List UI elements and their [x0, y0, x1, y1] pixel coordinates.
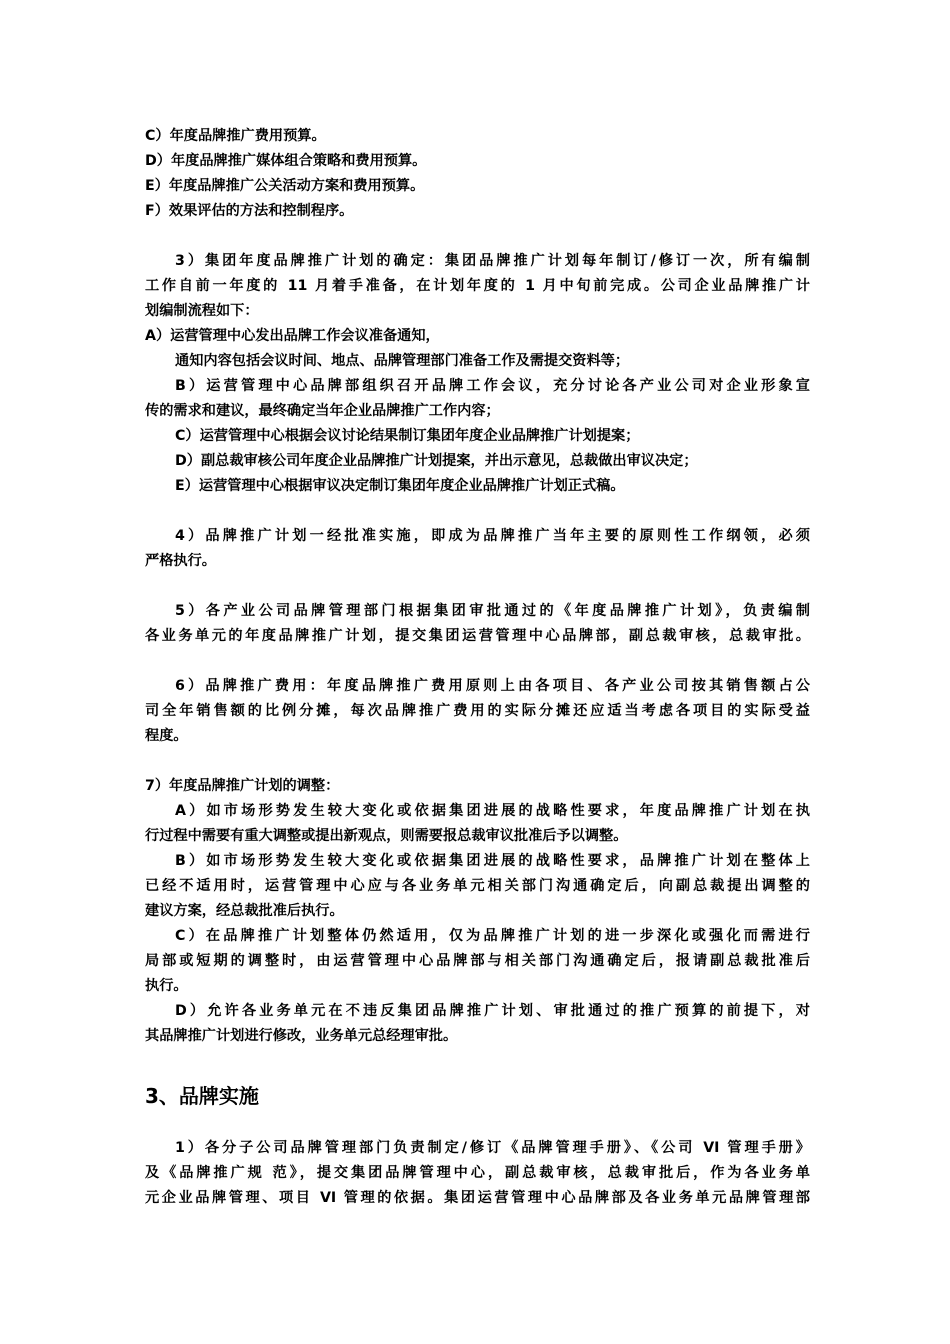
paragraph-promotion-cost — [145, 674, 810, 749]
list-item: D）年度品牌推广媒体组合策略和费用预算。 — [145, 153, 427, 169]
budget-items-list — [145, 124, 810, 224]
text-line: 划编制流程如下： — [145, 303, 259, 319]
text-line: 各业务单元的年度品牌推广计划，提交集团运营管理中心品牌部，副总裁审核，总裁审批。 — [145, 628, 810, 644]
text-line: 局部或短期的调整时，由运营管理中心品牌部与相关部门沟通确定后，报请副总裁批准后 — [145, 953, 810, 969]
text-line: B）运营管理中心品牌部组织召开品牌工作会议，充分讨论各产业公司对企业形象宣 — [175, 378, 810, 394]
section-heading: 3、品牌实施 — [145, 1084, 259, 1108]
paragraph-gap — [145, 574, 810, 599]
paragraph-subsidiary-plans — [145, 599, 810, 649]
text-line: E）运营管理中心根据审议决定制订集团年度企业品牌推广计划正式稿。 — [175, 478, 625, 494]
text-line: 严格执行。 — [145, 553, 216, 569]
text-line: B）如市场形势发生较大变化或依据集团进展的战略性要求，品牌推广计划在整体上 — [175, 853, 810, 869]
text-line: 已经不适用时，运营管理中心应与各业务单元相关部门沟通确定后，向副总裁提出调整的 — [145, 878, 810, 894]
text-line: 建议方案，经总裁批准后执行。 — [145, 903, 344, 919]
paragraph-brand-implementation — [145, 1136, 810, 1211]
text-line: 3）集团年度品牌推广计划的确定：集团品牌推广计划每年制订/修订一次，所有编制 — [175, 253, 810, 269]
document-page — [145, 124, 810, 1211]
text-line: 及《品牌推广规 范》，提交集团品牌管理中心，副总裁审核，总裁审批后，作为各业务单 — [145, 1165, 810, 1181]
text-line: 传的需求和建议，最终确定当年企业品牌推广工作内容； — [145, 403, 500, 419]
paragraph-plan-execution — [145, 524, 810, 574]
text-line: 司全年销售额的比例分摊，每次品牌推广费用的实际分摊还应适当考虑各项目的实际受益 — [145, 703, 810, 719]
list-item: E）年度品牌推广公关活动方案和费用预算。 — [145, 178, 425, 194]
paragraph-gap — [145, 224, 810, 249]
text-line: 执行。 — [145, 978, 188, 994]
paragraph-gap — [145, 499, 810, 524]
text-line: 6）品牌推广费用：年度品牌推广费用原则上由各项目、各产业公司按其销售额占公 — [175, 678, 810, 694]
text-line: 通知内容包括会议时间、地点、品牌管理部门准备工作及需提交资料等； — [175, 353, 630, 369]
text-line: 程度。 — [145, 728, 188, 744]
text-line: 5）各产业公司品牌管理部门根据集团审批通过的《年度品牌推广计划》，负责编制 — [175, 603, 810, 619]
text-line: 元企业品牌管理、项目 VI 管理的依据。集团运营管理中心品牌部及各业务单元品牌管理部 — [145, 1190, 810, 1206]
text-line: D）允许各业务单元在不违反集团品牌推广计划、审批通过的推广预算的前提下，对 — [175, 1003, 810, 1019]
text-line: 7）年度品牌推广计划的调整： — [145, 778, 340, 794]
text-line: 1）各分子公司品牌管理部门负责制定/修订《品牌管理手册》、《公司 VI 管理手册》 — [175, 1140, 810, 1156]
text-line: D）副总裁审核公司年度企业品牌推广计划提案，并出示意见，总裁做出审议决定； — [175, 453, 698, 469]
text-line: 行过程中需要有重大调整或提出新观点，则需要报总裁审议批准后予以调整。 — [145, 828, 628, 844]
list-item: F）效果评估的方法和控制程序。 — [145, 203, 354, 219]
text-line: A）运营管理中心发出品牌工作会议准备通知， — [145, 328, 440, 344]
paragraph-gap — [145, 649, 810, 674]
text-line: 4）品牌推广计划一经批准实施，即成为品牌推广当年主要的原则性工作纲领，必须 — [175, 528, 810, 544]
list-item: C）年度品牌推广费用预算。 — [145, 128, 326, 144]
paragraph-plan-adjustment — [145, 774, 810, 1049]
text-line: C）运营管理中心根据会议讨论结果制订集团年度企业品牌推广计划提案； — [175, 428, 640, 444]
text-line: 工作自前一年度的 11 月着手准备，在计划年度的 1 月中旬前完成。公司企业品牌推广计 — [145, 278, 810, 294]
paragraph-plan-confirmation — [145, 249, 810, 499]
text-line: 其品牌推广计划进行修改，业务单元总经理审批。 — [145, 1028, 458, 1044]
paragraph-gap — [145, 749, 810, 774]
text-line: C）在品牌推广计划整体仍然适用，仅为品牌推广计划的进一步深化或强化而需进行 — [175, 928, 810, 944]
text-line: A）如市场形势发生较大变化或依据集团进展的战略性要求，年度品牌推广计划在执 — [175, 803, 810, 819]
